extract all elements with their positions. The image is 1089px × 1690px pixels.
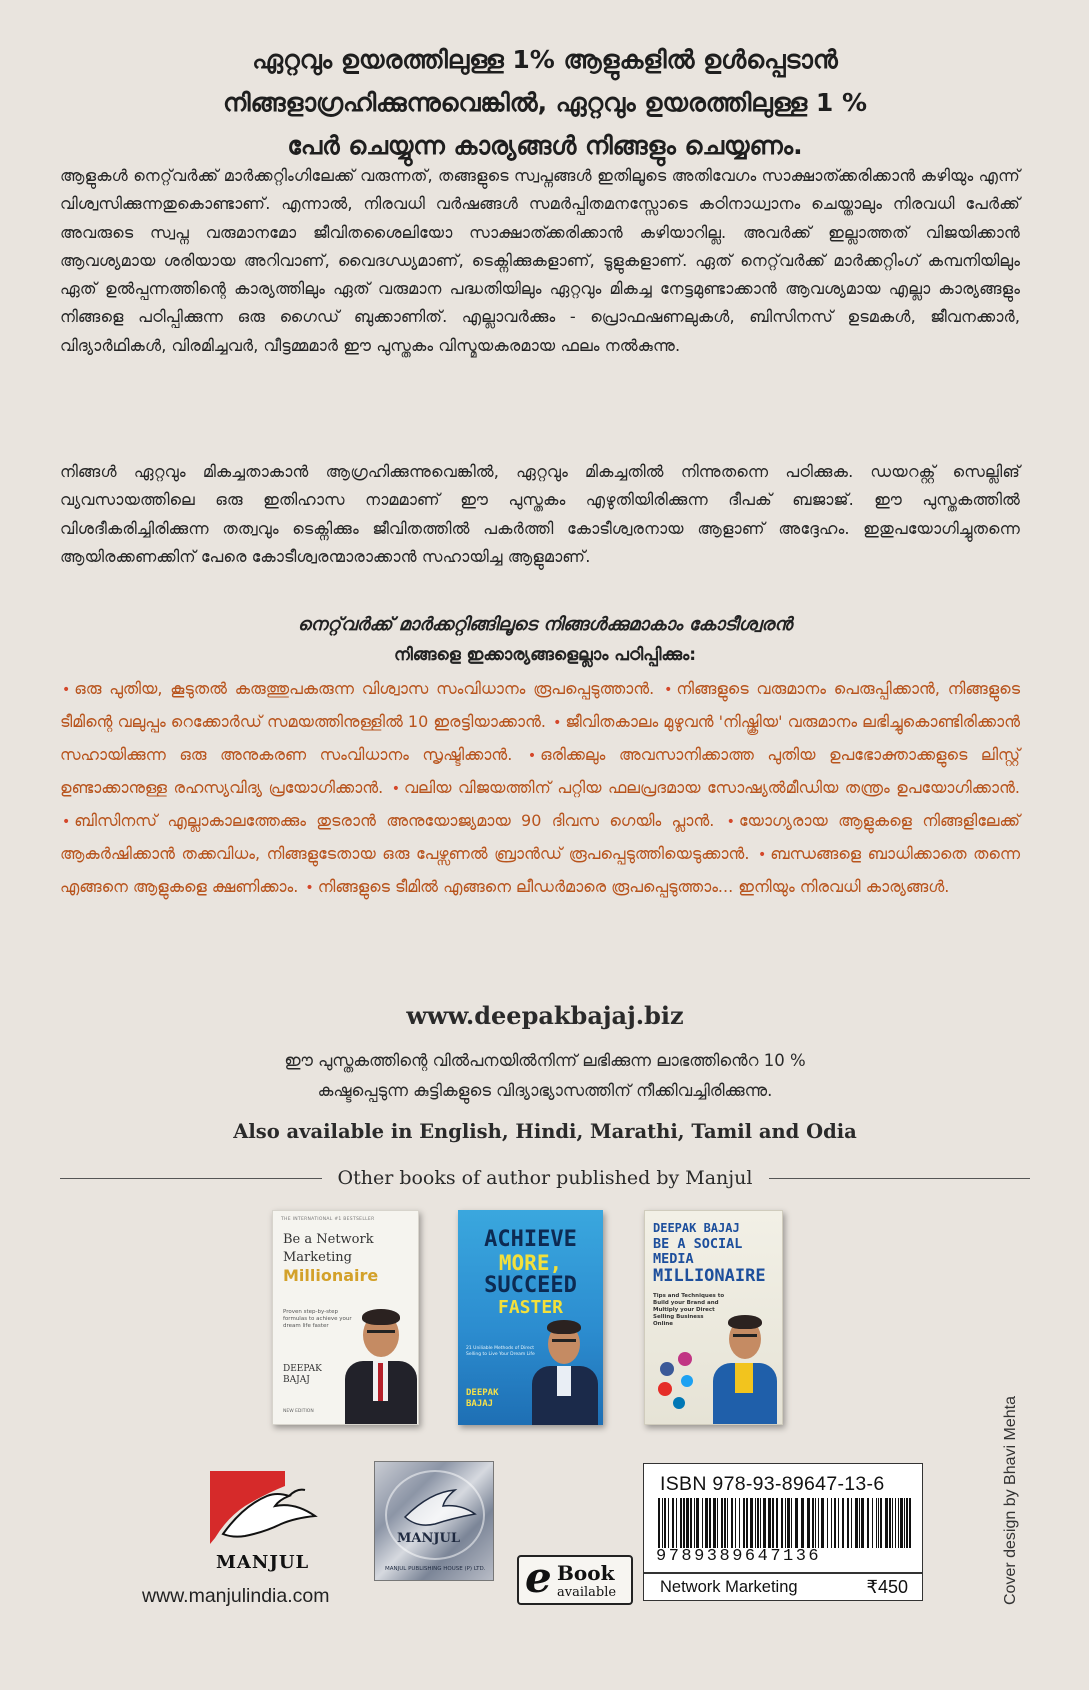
barcode-bar [898,1498,899,1548]
barcode-bar [768,1498,771,1548]
barcode-bar [713,1498,716,1548]
barcode-bar [735,1498,736,1548]
bullet-item: വലിയ വിജയത്തിന് പറ്റിയ ഫലപ്രദമായ സോഷ്യൽമീഡിയ തന്ത്രം ഉപയോഗിക്കാൻ. [403,778,1020,797]
barcode-bar [855,1498,858,1548]
linkedin-icon [673,1397,685,1409]
barcode-bar [807,1498,810,1548]
barcode-bar [904,1498,905,1548]
book-author: DEEPAK BAJAJ [653,1221,740,1235]
barcode-bar [690,1498,692,1548]
bullet-icon: • [664,682,673,698]
facebook-icon [660,1362,674,1376]
publisher-name: MANJUL [216,1552,310,1573]
barcode-bar [895,1498,896,1548]
hologram-sticker [374,1461,494,1581]
book-cover-network-marketing-millionaire[interactable] [272,1210,419,1425]
headline-line-2: നിങ്ങളാഗ്രഹിക്കുന്നുവെങ്കിൽ, ഏറ്റവും ഉയരത്തിലുള്ള 1 % [222,88,868,117]
book-title-line: Be a Network [283,1232,374,1247]
ebook-status: available [557,1585,617,1600]
barcode-bar [827,1498,828,1548]
barcode-bar [861,1498,864,1548]
bullet-icon: • [553,715,562,731]
barcode-bar [859,1498,860,1548]
barcode-bar [831,1498,832,1548]
bullet-item: ബിസിനസ് എല്ലാകാലത്തേക്കും തുടരാൻ അനുയോജ്യമായ 90 ദിവസ ഗെയിം പ്ലാൻ. [74,811,715,830]
bullet-item: ഒരിക്കലും അവസാനിക്കാത്ത പുതിയ ഉപഭോക്താക്കളുടെ ലിസ്റ്റ് ഉണ്ടാക്കാനുള്ള രഹസ്യവിദ്യ പ്രയോഗിക്കാൻ. [60,745,1020,797]
bullet-icon: • [391,781,400,797]
bullet-item: ജീവിതകാലം മുഴുവൻ 'നിഷ്ക്രിയ' വരുമാനം ലഭിച്ചുകൊണ്ടിരിക്കാൻ സഹായിക്കുന്ന ഒരു അനുകരണ സംവിധാനം സൃഷ്ടിക്കാൻ. [60,712,1020,764]
book-title [464,1228,597,1318]
book-subtitle: Proven step-by-step formulas to achieve your dream life faster [283,1309,352,1329]
barcode-bar [781,1498,783,1548]
book-title [283,1231,378,1285]
barcode-bar [880,1498,882,1548]
headline-line-1: ഏറ്റവും ഉയരത്തിലുള്ള 1% ആളുകളിൽ ഉൾപ്പെടാൻ [252,45,838,74]
barcode-bar [867,1498,869,1548]
barcode-bar [834,1498,836,1548]
book-cover-achieve-more-succeed-faster[interactable] [458,1210,603,1425]
barcode-bar [763,1498,766,1548]
bullet-icon: • [726,814,735,830]
barcode-bar [900,1498,903,1548]
barcode-bar [760,1498,761,1548]
divider-rule-left [60,1178,322,1179]
barcode-bar [795,1498,798,1548]
barcode-bar [705,1498,708,1548]
twitter-icon [681,1375,693,1387]
bullet-item: നിങ്ങളുടെ വരുമാനം പെരുപ്പിക്കാൻ, നിങ്ങളുടെ ടീമിന്റെ വലുപ്പം റെക്കോർഡ് സമയത്തിനുള്ളിൽ 10 ഇരട്ടിയാക്കാൻ. [60,679,1020,731]
barcode-bar [743,1498,745,1548]
barcode-icon [656,1498,914,1548]
barcode-bar [664,1498,666,1548]
barcode-digits: 9789389647136 [656,1547,822,1566]
ebook-available-badge [517,1555,633,1605]
isbn-number: ISBN 978-93-89647-13-6 [660,1473,885,1495]
hologram-company: MANJUL PUBLISHING HOUSE (P) LTD. [385,1566,486,1572]
bullet-list [60,673,1020,904]
headline [60,38,1030,167]
book-title-line: ACHIEVE [484,1227,577,1252]
barcode-bar [787,1498,790,1548]
barcode-bar [909,1498,911,1548]
hologram-brand: MANJUL [397,1531,460,1546]
book-title-line: BE A SOCIAL MEDIA [653,1236,743,1267]
barcode-bar [668,1498,669,1548]
profit-note [80,1046,1010,1106]
barcode-bar [672,1498,674,1548]
barcode-bar [696,1498,699,1548]
barcode-bar [731,1498,733,1548]
barcode-bar [727,1498,728,1548]
barcode-bar [815,1498,816,1548]
bullet-icon: • [757,847,767,863]
book-subtitle: Tips and Techniques to Build your Brand and Multiply your Direct Selling Business Online [653,1293,725,1327]
barcode-bar [847,1498,849,1548]
book-price: ₹450 [866,1577,908,1597]
bullet-icon: • [305,880,314,896]
headline-line-3: പേർ ചെയ്യുന്ന കാര്യങ്ങൾ നിങ്ങളും ചെയ്യണം. [287,131,803,160]
barcode-bar [872,1498,873,1548]
barcode-bar [876,1498,877,1548]
profit-note-line-2: കഷ്ടപ്പെടുന്ന കുട്ടികളുടെ വിദ്യാഭ്യാസത്തിന് നീക്കിവച്ചിരിക്കുന്നു. [317,1081,773,1100]
book-title-line: SUCCEED [484,1273,577,1298]
barcode-bar [838,1498,839,1548]
barcode-bar [709,1498,711,1548]
barcode-bar [702,1498,703,1548]
book-title-line: Marketing [283,1250,352,1265]
bullet-item: ഒരു പുതിയ, കൂടുതൽ കരുത്തുപകരുന്ന വിശ്വാസ സംവിധാനം രൂപപ്പെടുത്താൻ. [74,679,655,698]
book-title-line: Millionaire [283,1266,379,1285]
barcode-bar [717,1498,718,1548]
author-paragraph: നിങ്ങൾ ഏറ്റവും മികച്ചതാകാൻ ആഗ്രഹിക്കുന്നുവെങ്കിൽ, ഏറ്റവും മികച്ചതിൽ നിന്നുതന്നെ പഠിക്കുക. ഡയറക്റ്റ് സെല്ലിങ് വ്യവസായത്തിലെ ഒരു ഇതിഹാസ നാമമാണ് ഈ പുസ്തകം എഴുതിയിരിക്കുന്ന ദീപക് ബജാജ്. ഈ പുസ്തകത്തിൽ വിശദീകരിച്ചിരിക്കുന്ന തത്വവും ടെക്നിക്കും ജീവിതത്തിൽ പകർത്തി കോടീശ്വരനായ ആളാണ് അദ്ദേഹം. ഇതുപയോഗിച്ചുതന്നെ ആയിരക്കണക്കിന് പേരെ കോടീശ്വരന്മാരാക്കാൻ സഹായിച്ച ആളുമാണ്. [60,462,1020,566]
barcode-bar [785,1498,786,1548]
barcode-bar [889,1498,891,1548]
barcode-bar [694,1498,695,1548]
learning-heading-title: നെറ്റ്‌വർക്ക് മാർക്കറ്റിങ്ങിലൂടെ നിങ്ങൾക്കുമാകാം കോടീശ്വരൻ [297,614,793,635]
barcode-bar [746,1498,748,1548]
book-subtitle: 21 Uniliable Methods of Direct Selling to Live Your Dream Life [466,1346,535,1357]
book-cover-be-a-social-media-millionaire[interactable] [644,1210,783,1425]
barcode-bar [892,1498,893,1548]
ebook-word: Book [557,1561,615,1585]
isbn-divider [644,1572,922,1574]
bullet-icon: • [62,682,71,698]
barcode-bar [662,1498,663,1548]
cover-design-credit: Cover design by Bhavi Mehta [1002,1396,1019,1605]
barcode-bar [772,1498,774,1548]
barcode-bar [755,1498,756,1548]
divider-rule-right [769,1178,1031,1179]
barcode-bar [686,1498,689,1548]
book-title-line: FASTER [497,1297,564,1318]
language-availability: Also available in English, Hindi, Marathi, Tamil and Odia [233,1120,857,1143]
learning-heading [60,610,1030,670]
intro-paragraph: ആളുകൾ നെറ്റ്‌വർക്ക് മാർക്കറ്റിംഗിലേക്ക് വരുന്നത്, തങ്ങളുടെ സ്വപ്നങ്ങൾ ഇതിലൂടെ അതിവേഗം സാക്ഷാത്ക്കരിക്കാൻ കഴിയും എന്ന് വിശ്വസിക്കുന്നതുകൊണ്ടാണ്. എന്നാൽ, നിരവധി വർഷങ്ങൾ സമർപ്പിതമനസ്സോടെ കഠിനാധ്വാനം ചെയ്താലും നിരവധി പേർക്ക് അവരുടെ സ്വപ്ന വരുമാനമോ ജീവിതശൈലിയോ സാക്ഷാത്ക്കരിക്കാൻ കഴിയാറില്ല. അവർക്ക് ഇല്ലാത്തത് വിജയിക്കാൻ ആവശ്യമായ ശരിയായ അറിവാണ്, വൈദഗ്ധ്യമാണ്, ടെക്നിക്കുകളാണ്, ടൂളുകളാണ്. ഏത് നെറ്റ്‌വർക്ക് മാർക്കറ്റിംഗ് കമ്പനിയിലും ഏത് ഉൽപ്പന്നത്തിന്റെ കാര്യത്തിലും ഏത് വരുമാന പദ്ധതിയിലും ഏറ്റവും മികച്ച നേട്ടമുണ്ടാക്കാൻ ആവശ്യമായ എല്ലാ കാര്യങ്ങളും നിങ്ങളെ പഠിപ്പിക്കുന്ന ഒരു ഗൈഡ് ബുക്കാണിത്. എല്ലാവർക്കും - പ്രൊഫഷണലുകൾ, ബിസിനസ് ഉടമകൾ, ജീവനക്കാർ, വിദ്യാർഥികൾ, വിരമിച്ചവർ, വീട്ടമ്മമാർ ഈ പുസ്തകം വിസ്മയകരമായ ഫലം നൽകുന്നു. [60,166,1020,355]
learning-heading-subtitle: നിങ്ങളെ ഇക്കാര്യങ്ങളെല്ലാം പഠിപ്പിക്കും: [393,645,697,665]
bullet-item: ബന്ധങ്ങളെ ബാധിക്കാതെ തന്നെ എങ്ങനെ ആളുകളെ ക്ഷണിക്കാം. [60,844,1020,896]
bullet-icon: • [527,748,537,764]
instagram-icon [678,1352,692,1366]
manjul-logo-icon [205,1466,325,1556]
barcode-bar [842,1498,844,1548]
book-author-line: DEEPAK [466,1388,499,1398]
book-category: Network Marketing [660,1578,798,1596]
barcode-bar [906,1498,908,1548]
barcode-bar [750,1498,753,1548]
isbn-block [643,1463,923,1601]
barcode-bar [680,1498,682,1548]
barcode-bar [676,1498,677,1548]
book-author [466,1388,499,1410]
social-media-icons [645,1211,783,1425]
barcode-bar [878,1498,879,1548]
bullet-item: യോഗ്യരായ ആളുകളെ നിങ്ങളിലേക്ക് ആകർഷിക്കാൻ തക്കവിധം, നിങ്ങളുടേതായ ഒരു പേഴ്സണൽ ബ്രാൻഡ് രൂപപ്പെടുത്തിയെടുക്കാൻ. [60,811,1020,863]
bird-icon [375,1462,494,1581]
barcode-bar [683,1498,685,1548]
barcode-bar [818,1498,819,1548]
barcode-bar [851,1498,852,1548]
author-photo [343,1303,418,1425]
barcode-bar [885,1498,888,1548]
youtube-icon [658,1382,672,1396]
barcode-bar [791,1498,792,1548]
barcode-bar [801,1498,804,1548]
barcode-bar [757,1498,759,1548]
bullet-item: നിങ്ങളുടെ ടീമിൽ എങ്ങനെ ലീഡർമാരെ രൂപപ്പെടുത്താം... ഇനിയും നിരവധി കാര്യങ്ങൾ. [317,877,950,896]
book-author [283,1364,322,1386]
barcode-bar [721,1498,723,1548]
book-author-line: DEEPAK [283,1364,322,1374]
profit-note-line-1: ഈ പുസ്തകത്തിന്റെ വിൽപനയിൽനിന്ന് ലഭിക്കുന്ന ലാഭത്തിൻെറ 10 % [284,1051,806,1070]
barcode-bar [812,1498,814,1548]
book-author-line: BAJAJ [283,1375,310,1385]
book-author-line: BAJAJ [466,1399,494,1409]
publisher-url[interactable]: www.manjulindia.com [142,1585,330,1607]
author-photo [528,1318,600,1425]
other-books-divider [60,1163,1030,1193]
ebook-icon: e [525,1553,552,1602]
book-title-line: MORE, [498,1251,563,1275]
barcode-bar [821,1498,824,1548]
book-tag: THE INTERNATIONAL #1 BESTSELLER [281,1217,375,1222]
bullet-icon: • [62,814,71,830]
barcode-bar [776,1498,778,1548]
other-books-heading: Other books of author published by Manjul [337,1167,753,1189]
author-website[interactable]: www.deepakbajaj.biz [406,1001,684,1030]
barcode-bar [724,1498,726,1548]
book-title-line: MILLIONAIRE [653,1266,766,1286]
book-edition: NEW EDITION [283,1409,314,1414]
barcode-bar [739,1498,740,1548]
barcode-bar [658,1498,660,1548]
